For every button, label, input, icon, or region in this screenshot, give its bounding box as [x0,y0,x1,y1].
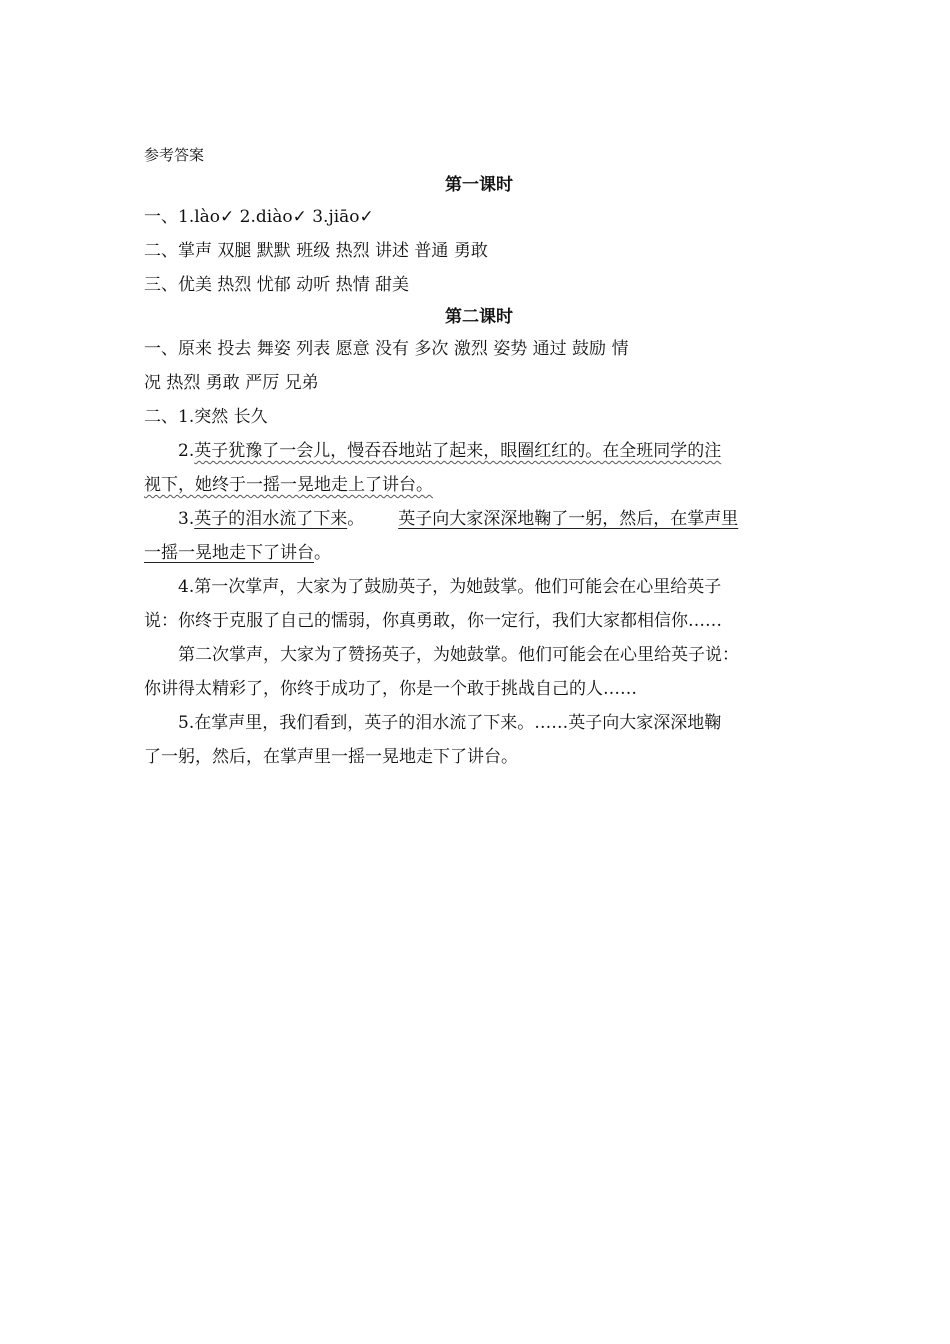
item-number: 3. [178,509,195,529]
lesson2-answer-2-3-line1 [144,502,814,536]
lesson2-answer-2-4-line3: 第二次掌声，大家为了赞扬英子，为她鼓掌。他们可能会在心里给英子说： [178,645,739,665]
lesson2-answer-2-5-line1: 5.在掌声里，我们看到，英子的泪水流了下来。……英子向大家深深地鞠 [178,713,722,733]
lesson1-answer-1: 一、1.lào✓ 2.diào✓ 3.jiāo✓ [144,207,374,227]
lesson2-answer-1-line2: 况 热烈 勇敢 严厉 兄弟 [144,373,319,393]
lesson2-answer-2-5-line2: 了一躬，然后，在掌声里一摇一晃地走下了讲台。 [144,747,518,767]
header-label: 参考答案 [144,146,205,164]
lesson2-answer-1-line1: 一、原来 投去 舞姿 列表 愿意 没有 多次 激烈 姿势 通过 鼓励 情 [144,339,629,359]
lesson2-answer-2-2-line1 [144,434,814,468]
item-number: 2. [178,441,195,461]
lesson2-answer-2-4-line4: 你讲得太精彩了，你终于成功了，你是一个敢于挑战自己的人…… [144,679,637,699]
lesson2-answer-2-2-line2 [144,468,814,502]
wavy-underlined-text: 英子犹豫了一会儿，慢吞吞地站了起来，眼圈红红的。在全班同学的注 [194,441,722,461]
wavy-underlined-text: 视下，她终于一摇一晃地走上了讲台。 [144,475,433,495]
underlined-text: 英子向大家深深地鞠了一躬，然后，在掌声里 [398,509,739,529]
underlined-text: 一摇一晃地走下了讲台 [144,543,314,563]
lesson1-title: 第一课时 [445,175,513,195]
underlined-text: 英子的泪水流了下来 [194,509,348,529]
lesson1-answer-2: 二、掌声 双腿 默默 班级 热烈 讲述 普通 勇敢 [144,241,488,261]
lesson2-answer-2-3-line2 [144,536,814,570]
punctuation: 。 [314,543,331,563]
lesson2-answer-2-1: 二、1.突然 长久 [144,407,268,427]
answer-sheet [144,140,814,774]
lesson2-answer-2-4-line2: 说：你终于克服了自己的懦弱，你真勇敢，你一定行，我们大家都相信你…… [144,611,722,631]
punctuation: 。 [347,509,365,529]
lesson2-answer-2-4-line1: 4.第一次掌声，大家为了鼓励英子，为她鼓掌。他们可能会在心里给英子 [178,577,722,597]
lesson1-answer-3: 三、优美 热烈 忧郁 动听 热情 甜美 [144,275,410,295]
lesson2-title: 第二课时 [445,307,513,327]
